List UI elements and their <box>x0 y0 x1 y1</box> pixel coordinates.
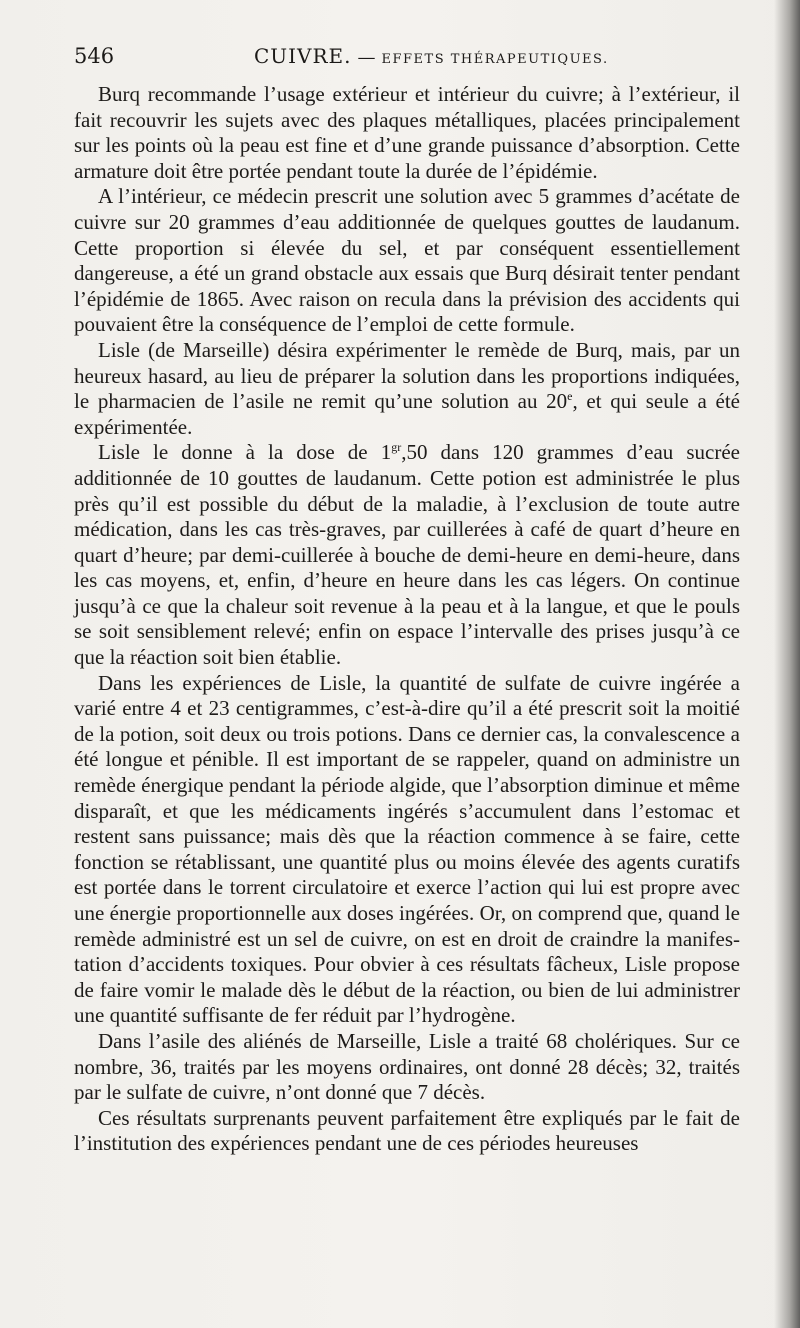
paragraph-4 <box>74 440 740 670</box>
gram-superscript: gr <box>391 440 402 455</box>
paragraph-3-end: , et qui seule a été expérimentée. <box>74 389 741 439</box>
chapter-title: CUIVRE. <box>254 44 352 68</box>
paragraph-1: Burq recommande l’usage extérieur et intérieur du cuivre; à l’extérieur, il fait recouvrir les sujets avec des plaques métalliques, placées principalement sur les points où la peau est fine et d’une grande puissance d’absorption. Cette armature doit être portée pendant toute la durée de l’épidémie. <box>74 82 740 183</box>
ordinal-superscript: e <box>567 389 573 404</box>
paragraph-3-text: Lisle (de Marseille) désira expérimenter le remède de Burq, mais, par un heureux hasard, au lieu de préparer la solution dans les proportions indiquées, le pharmacien de l’asile ne remit qu’une solution au 20 <box>74 337 740 414</box>
paragraph-4-text: Lisle le donne à la dose de 1 <box>98 440 392 465</box>
running-header <box>74 42 740 72</box>
page-number: 546 <box>74 44 115 68</box>
title-dash: — <box>357 47 376 68</box>
paragraph-3 <box>74 338 740 440</box>
paragraph-2: A l’intérieur, ce médecin prescrit une solution avec 5 grammes d’acétate de cuivre sur 20 grammes d’eau additionnée de quelques gouttes de laudanum. Cette proportion si élevée du sel, et par conséquent essentiellement dangereuse, a été un grand obstacle aux essais que Burq désirait tenter pendant l’épidémie de 1865. Avec raison on recula dans la prévision des accidents qui pouvaient être la conséquence de l’emploi de cette formule. <box>74 184 740 337</box>
section-title: EFFETS THÉRAPEUTIQUES. <box>381 52 609 67</box>
page-edge-shadow <box>774 0 800 1328</box>
body-text <box>74 82 740 1157</box>
paragraph-6: Dans l’asile des aliénés de Marseille, Lisle a traité 68 cholériques. Sur ce nombre, 36, traités par les moyens ordinaires, ont donné 28 décès; 32, traités par le sulfate de cuivre, n’ont donné que 7 décès. <box>74 1028 740 1105</box>
paragraph-4-end: ,50 dans 120 grammes d’eau sucrée additionnée de 10 gouttes de laudanum. Cette potion est administrée le plus près qu’il est possible du début de la maladie, à l’exclusion de toute autre médication, dans les cas très-graves, par cuillerées à café de quart d’heure en quart d’heure; par demi-cuillerée à bouche de demi-heure en demi-heure, dans les cas moyens, et, enfin, d’heure en heure dans les cas légers. On continue jusqu’à ce que la chaleur soit revenue à la peau et à la langue, et que le pouls se soit sensiblement relevé; enfin on espace l’intervalle des prises jusqu’à ce que la réaction soit bien établie. <box>74 440 740 670</box>
paragraph-5: Dans les expériences de Lisle, la quantité de sulfate de cuivre ingérée a varié entre 4 et 23 centigrammes, c’est-à-dire qu’il a été prescrit soit la moitié de la potion, soit deux ou trois potions. Dans ce dernier cas, la convalescence a été longue et pénible. Il est important de se rappeler, quand on administre un remède énergique pendant la période algide, que l’absorption diminue et même disparaît, et que les médicaments ingérés s’accumulent dans l’estomac et restent sans puissance; mais dès que la réaction commence à se faire, cette fonction se rétablissant, une quantité plus ou moins élevée des agents curatifs est portée dans le torrent circulatoire et exerce l’action qui lui est propre avec une énergie proportionnelle aux doses ingérées. Or, on comprend que, quand le remède administré est un sel de cuivre, on est en droit de craindre la manifestation d’accidents toxiques. Pour obvier à ces résultats fâcheux, Lisle propose de faire vomir le malade dès le début de la réaction, ou bien de lui administrer une quantité suffisante de fer réduit par l’hydrogène. <box>74 670 740 1028</box>
paragraph-7: Ces résultats surprenants peuvent parfaitement être expliqués par le fait de l’institution des expériences pendant une de ces périodes heureuses <box>74 1105 740 1156</box>
running-title <box>254 44 609 68</box>
